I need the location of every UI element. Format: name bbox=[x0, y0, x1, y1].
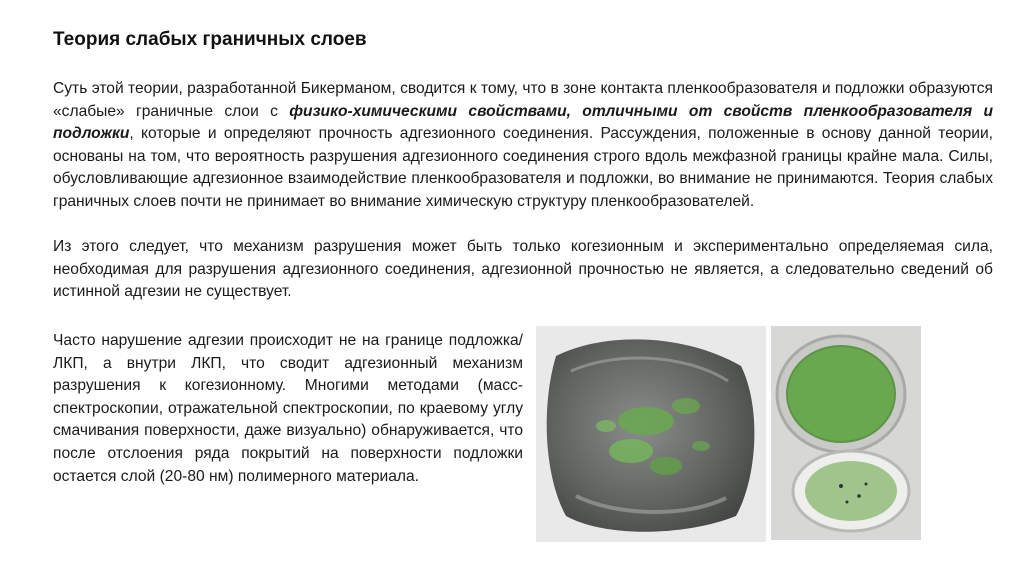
residue-layer-photo bbox=[771, 326, 921, 540]
theory-text-end: , которые и определяют прочность адгезионного соединения. Рассуждения, положенные в основу данной теории, основаны на том, что вероятность разрушения адгезионного соединения строго вдоль межфазной границы крайне мала. Силы, обусловливающие адгезионное взаимодействие пленкообразователя и подложки, во внимание не принимаются. Теория слабых граничных слоев почти не принимает во внимание химическую структуру пленкообразователей. bbox=[53, 125, 993, 210]
cohesive-failure-paragraph: Часто нарушение адгезии происходит не на границе подложка/ ЛКП, а внутри ЛКП, что сводит адгезионный механизм разрушения к когезионному. Многими методами (масс-спектроскопии, отражательной спектроскопии, по краевому углу смачивания поверхности, даже визуально) обнаруживается, что после отслоения ряда покрытий на поверхности подложки остается слой (20-80 нм) полимерного материала. bbox=[53, 332, 523, 485]
conclusion-paragraph: Из этого следует, что механизм разрушения может быть только когезионным и экспериментально определяемая сила, необходимая для разрушения адгезионного соединения, адгезионной прочностью не является, а следовательно сведений об истинной адгезии не существует. bbox=[53, 238, 993, 301]
theory-paragraph bbox=[53, 78, 993, 214]
theory-text-start: Суть этой теории, разработанной Бикерманом, сводится к тому, что в зоне контакта пленкообразователя и подложки образуются «слабые» граничные слои с bbox=[53, 80, 993, 120]
slide-title: Теория слабых граничных слоев bbox=[53, 29, 367, 50]
theory-emphasis: физико-химическими свойствами, отличными от свойств пленкообразователя и подложки bbox=[53, 102, 994, 143]
peeled-coating-photo bbox=[536, 326, 766, 542]
